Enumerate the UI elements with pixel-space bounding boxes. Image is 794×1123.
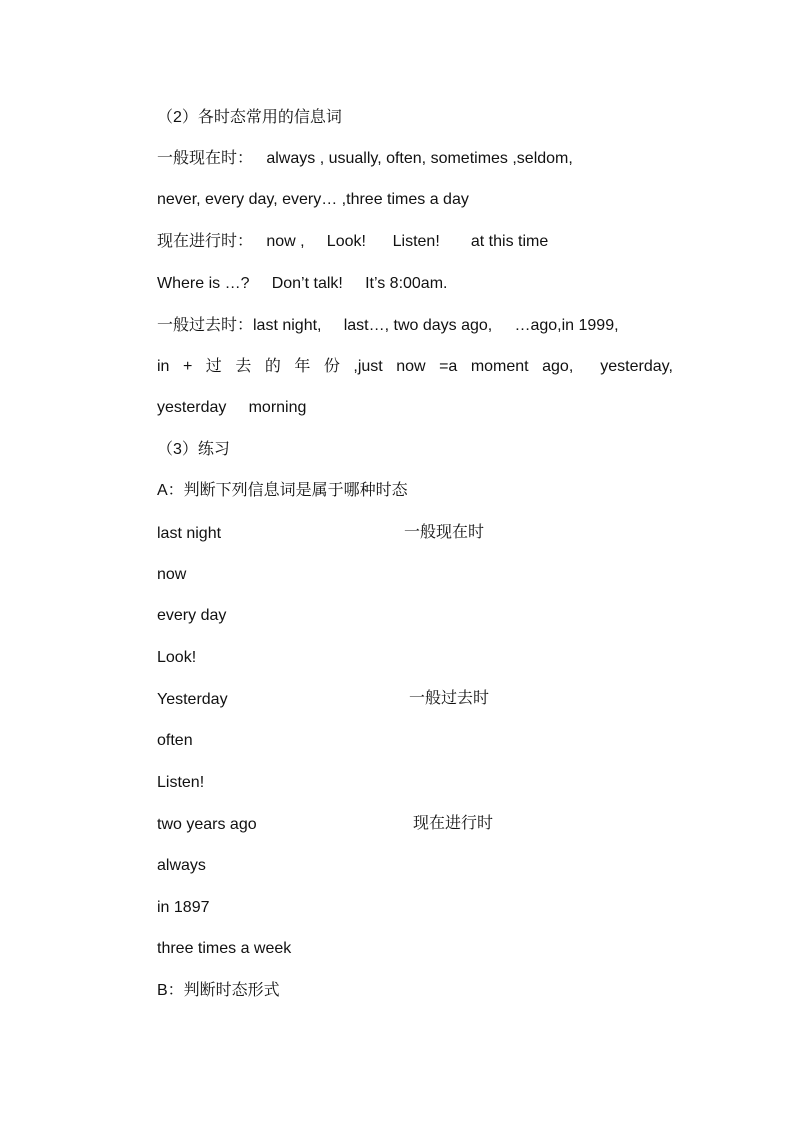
- exercise-item: always: [157, 857, 206, 874]
- part-b-title: B：判断时态形式: [157, 982, 280, 999]
- exercise-item: Listen!: [157, 774, 205, 791]
- exercise-item: often: [157, 732, 193, 749]
- justified-token: 的: [264, 358, 281, 375]
- present-simple-signal-words-line1: 一般现在时： always , usually, often, sometimes ,seldom,: [157, 150, 573, 167]
- past-simple-signal-words-line1: 一般过去时：last night, last…, two days ago, …ago,in 1999,: [157, 317, 619, 334]
- exercise-item: last night: [157, 525, 222, 542]
- past-simple-signal-words-line3: yesterday morning: [157, 399, 307, 416]
- exercise-item: two years ago: [157, 816, 257, 833]
- justified-token: in: [157, 358, 170, 375]
- section3-heading: （3）练习: [157, 441, 230, 458]
- past-simple-signal-words-line2: [157, 357, 673, 377]
- justified-token: 过: [205, 358, 222, 375]
- justified-token: ,just: [353, 358, 383, 375]
- justified-token: 去: [235, 358, 252, 375]
- justified-token: moment: [470, 358, 529, 375]
- section2-heading: （2）各时态常用的信息词: [157, 109, 342, 126]
- exercise-item: Look!: [157, 649, 197, 666]
- justified-token: now: [396, 358, 426, 375]
- justified-token: +: [182, 358, 193, 375]
- justified-token: 年: [294, 358, 311, 375]
- justified-token: ago,: [542, 358, 574, 375]
- present-simple-signal-words-line2: never, every day, every… ,three times a day: [157, 191, 469, 208]
- exercise-item: Yesterday: [157, 691, 228, 708]
- tense-label-past-simple: 一般过去时: [409, 690, 490, 707]
- tense-label-present-simple: 一般现在时: [404, 524, 485, 541]
- justified-token: =a: [439, 358, 458, 375]
- exercise-item: three times a week: [157, 940, 292, 957]
- tense-label-present-continuous: 现在进行时: [413, 815, 494, 832]
- justified-token: yesterday,: [600, 358, 673, 375]
- exercise-item: every day: [157, 607, 227, 624]
- exercise-item: in 1897: [157, 899, 210, 916]
- exercise-item: now: [157, 566, 187, 583]
- present-continuous-signal-words-line1: 现在进行时： now , Look! Listen! at this time: [157, 233, 549, 250]
- present-continuous-signal-words-line2: Where is …? Don’t talk! It’s 8:00am.: [157, 275, 448, 292]
- part-a-title: A：判断下列信息词是属于哪种时态: [157, 482, 408, 499]
- justified-token: 份: [323, 358, 340, 375]
